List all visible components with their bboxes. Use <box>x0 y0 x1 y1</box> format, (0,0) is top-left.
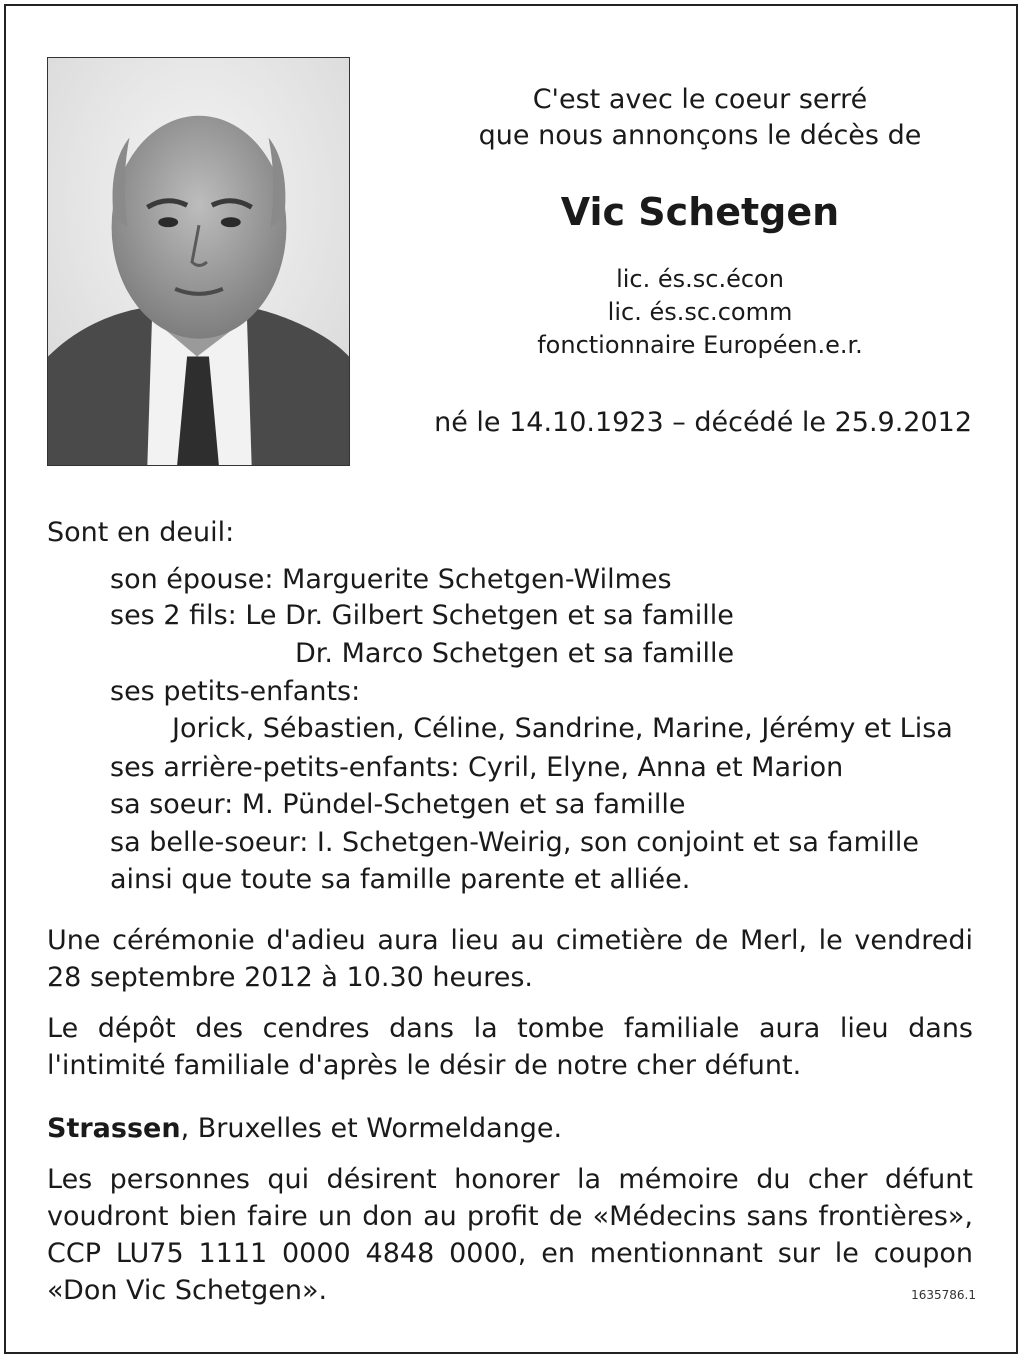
intro-line-2: que nous annonçons le décès de <box>478 120 922 151</box>
title-line-1: lic. és.sc.écon <box>616 265 784 293</box>
mourner-line: Jorick, Sébastien, Céline, Sandrine, Marine, Jérémy et Lisa <box>172 713 953 744</box>
ashes-paragraph: Le dépôt des cendres dans la tombe familiale aura lieu dans l'intimité familiale d'après le désir de notre cher défunt. <box>47 1013 973 1081</box>
intro-line-1: C'est avec le coeur serré <box>532 84 868 115</box>
life-dates: né le 14.10.1923 – décédé le 25.9.2012 <box>434 407 972 438</box>
mourners-heading: Sont en deuil: <box>47 517 235 548</box>
mourner-line: ainsi que toute sa famille parente et alliée. <box>110 864 691 895</box>
mourner-line: Dr. Marco Schetgen et sa famille <box>295 638 735 669</box>
mourner-line: sa soeur: M. Pündel-Schetgen et sa famille <box>110 789 686 820</box>
ceremony-paragraph: Une cérémonie d'adieu aura lieu au cimetière de Merl, le vendredi 28 septembre 2012 à 10.30 heures. <box>47 925 973 993</box>
places-line <box>47 1110 562 1147</box>
deceased-name: Vic Schetgen <box>560 190 840 234</box>
mourner-line: ses arrière-petits-enfants: Cyril, Elyne, Anna et Marion <box>110 752 844 783</box>
donation-paragraph: Les personnes qui désirent honorer la mémoire du cher défunt voudront bien faire un don au profit de «Médecins sans frontières», CCP LU75 1111 0000 4848 0000, en mentionnant sur le coupon «Don Vic Schetgen». <box>47 1164 973 1306</box>
places-rest: , Bruxelles et Wormeldange. <box>180 1113 563 1144</box>
title-line-3: fonctionnaire Européen.e.r. <box>537 331 863 359</box>
places-main: Strassen <box>47 1113 181 1144</box>
mourner-line: ses 2 fils: Le Dr. Gilbert Schetgen et sa famille <box>110 600 734 631</box>
mourner-line: son épouse: Marguerite Schetgen-Wilmes <box>110 564 672 595</box>
mourner-line: ses petits-enfants: <box>110 676 361 707</box>
title-line-2: lic. és.sc.comm <box>607 298 793 326</box>
portrait-photo <box>47 57 350 466</box>
mourner-line: sa belle-soeur: I. Schetgen-Weirig, son conjoint et sa famille <box>110 827 919 858</box>
reference-number: 1635786.1 <box>911 1288 976 1302</box>
